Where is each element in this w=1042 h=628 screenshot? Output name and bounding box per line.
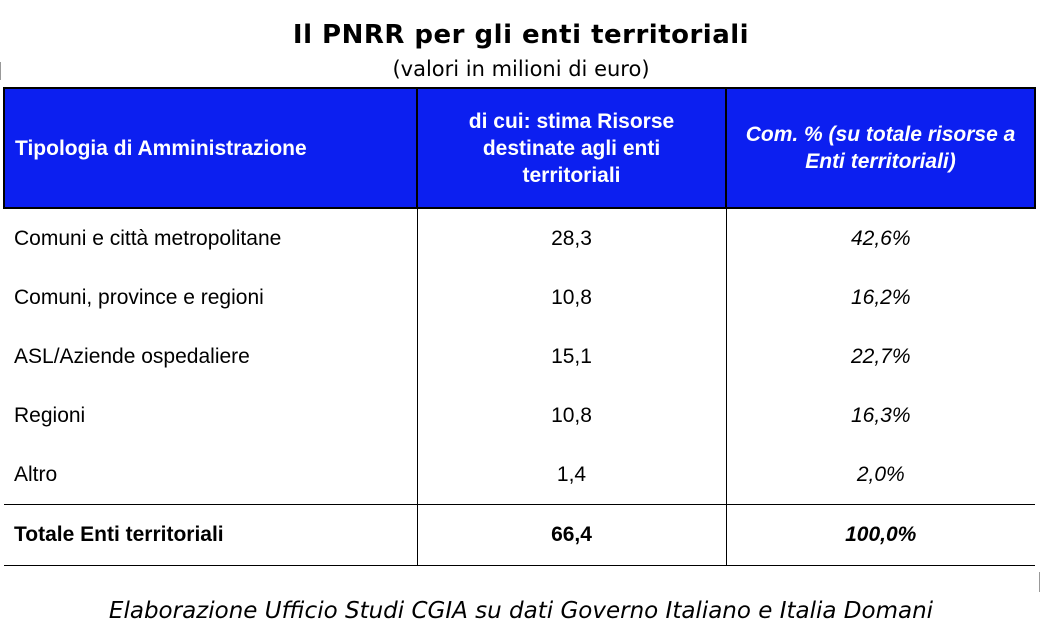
total-value: 66,4 — [417, 505, 726, 566]
total-row — [4, 505, 1035, 566]
row-pct: 22,7% — [726, 327, 1035, 386]
row-name: Comuni e città metropolitane — [4, 208, 417, 268]
table-row — [4, 445, 1035, 505]
page-title: Il PNRR per gli enti territoriali — [292, 20, 750, 50]
row-name: ASL/Aziende ospedaliere — [4, 327, 417, 386]
data-table — [3, 87, 1036, 566]
row-name: Comuni, province e regioni — [4, 268, 417, 327]
table-row — [4, 208, 1035, 268]
edge-mark — [1039, 572, 1040, 592]
edge-mark — [0, 62, 1, 80]
row-name: Regioni — [4, 386, 417, 445]
total-name: Totale Enti territoriali — [4, 505, 417, 566]
row-pct: 42,6% — [726, 208, 1035, 268]
source-note: Elaborazione Ufficio Studi CGIA su dati Governo Italiano e Italia Domani — [108, 598, 934, 624]
header-tipologia: Tipologia di Amministrazione — [4, 88, 417, 208]
row-value: 10,8 — [417, 386, 726, 445]
row-value: 15,1 — [417, 327, 726, 386]
row-pct: 16,3% — [726, 386, 1035, 445]
row-value: 28,3 — [417, 208, 726, 268]
row-value: 10,8 — [417, 268, 726, 327]
row-pct: 2,0% — [726, 445, 1035, 505]
row-name: Altro — [4, 445, 417, 505]
row-value: 1,4 — [417, 445, 726, 505]
header-risorse: di cui: stima Risorse destinate agli enti territoriali — [417, 88, 726, 208]
header-composizione: Com. % (su totale risorse a Enti territoriali) — [726, 88, 1035, 208]
table-row — [4, 386, 1035, 445]
row-pct: 16,2% — [726, 268, 1035, 327]
table-row — [4, 268, 1035, 327]
total-pct: 100,0% — [726, 505, 1035, 566]
table-header — [4, 88, 1035, 208]
page-subtitle: (valori in milioni di euro) — [392, 57, 650, 81]
table-row — [4, 327, 1035, 386]
